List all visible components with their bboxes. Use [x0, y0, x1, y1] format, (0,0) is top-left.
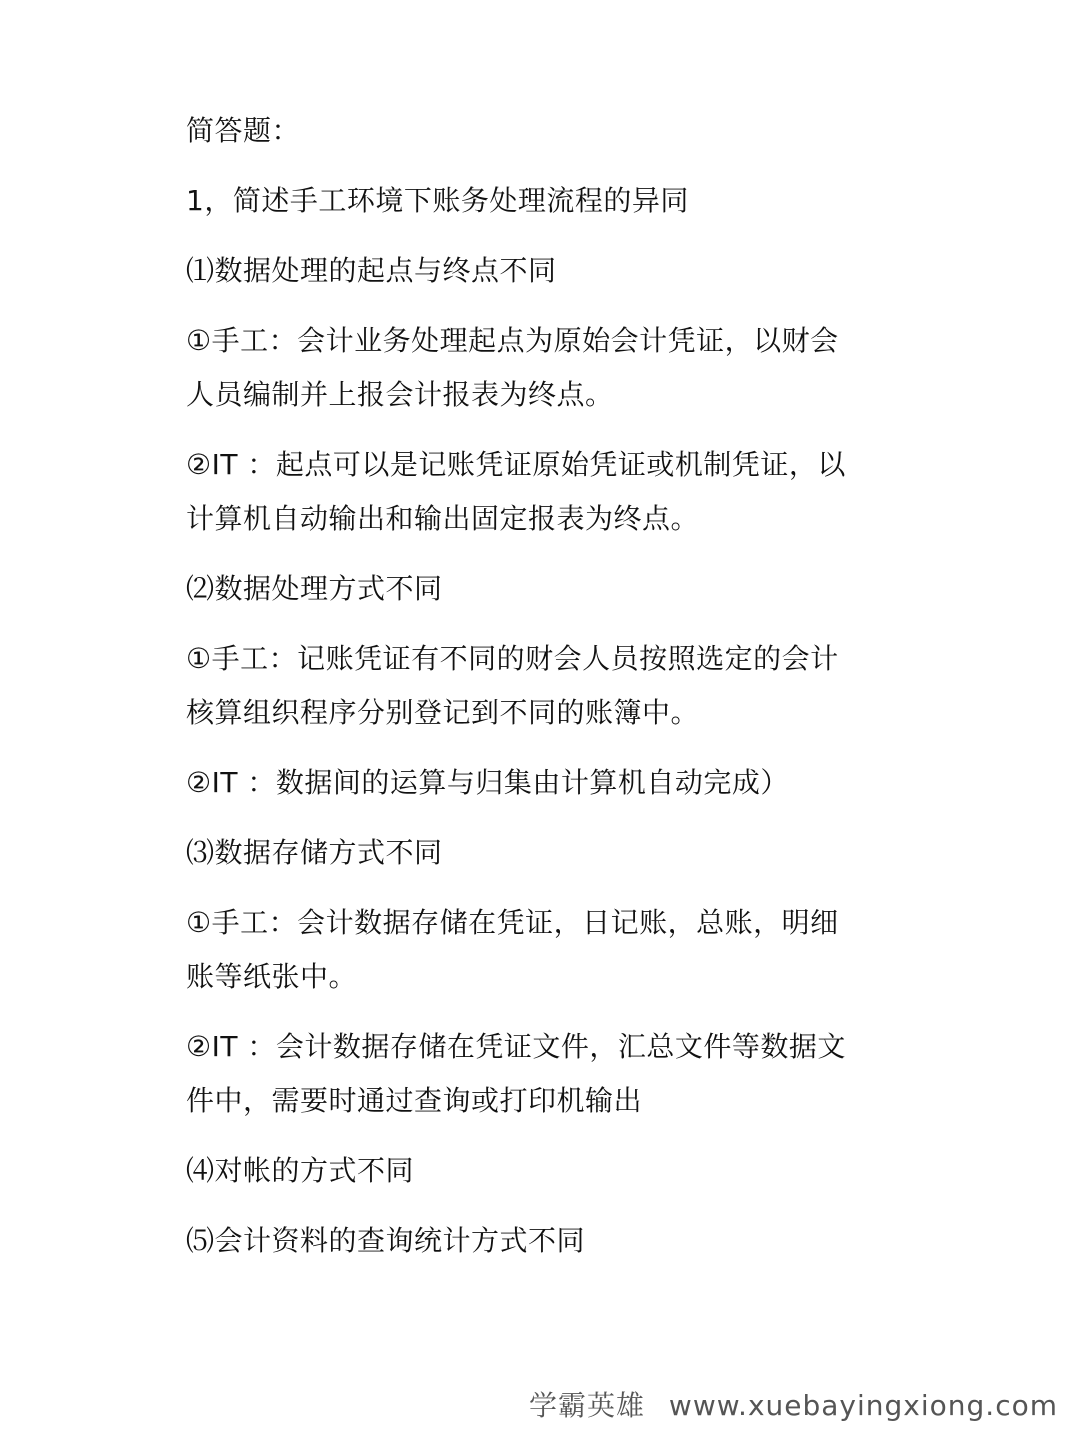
point-3-it: ②IT ：会计数据存储在凭证文件，汇总文件等数据文件中，需要时通过查询或打印机输出: [186, 1030, 846, 1117]
document-body: [186, 104, 866, 1284]
footer-brand: 学霸英雄: [529, 1389, 646, 1422]
point-4-heading: ⑷对帐的方式不同: [186, 1154, 415, 1187]
point-1-it: ②IT ：起点可以是记账凭证原始凭证或机制凭证，以计算机自动输出和输出固定报表为终点。: [186, 448, 846, 535]
point-1-manual: ①手工：会计业务处理起点为原始会计凭证，以财会人员编制并上报会计报表为终点。: [186, 324, 839, 411]
point-3-manual: ①手工：会计数据存储在凭证，日记账，总账，明细账等纸张中。: [186, 906, 839, 993]
point-2-heading: ⑵数据处理方式不同: [186, 572, 443, 605]
point-2-manual: ①手工：记账凭证有不同的财会人员按照选定的会计核算组织程序分别登记到不同的账簿中。: [186, 642, 839, 729]
point-3-heading: ⑶数据存储方式不同: [186, 836, 443, 869]
footer-url[interactable]: www.xuebayingxiong.com: [668, 1389, 1058, 1422]
watermark-footer: [529, 1386, 1058, 1426]
point-1-heading: ⑴数据处理的起点与终点不同: [186, 254, 557, 287]
point-2-it: ②IT ：数据间的运算与归集由计算机自动完成）: [186, 766, 789, 799]
question-title: 1，简述手工环境下账务处理流程的异同: [186, 184, 689, 217]
point-5-heading: ⑸会计资料的查询统计方式不同: [186, 1224, 586, 1257]
section-title: 简答题：: [186, 114, 301, 147]
